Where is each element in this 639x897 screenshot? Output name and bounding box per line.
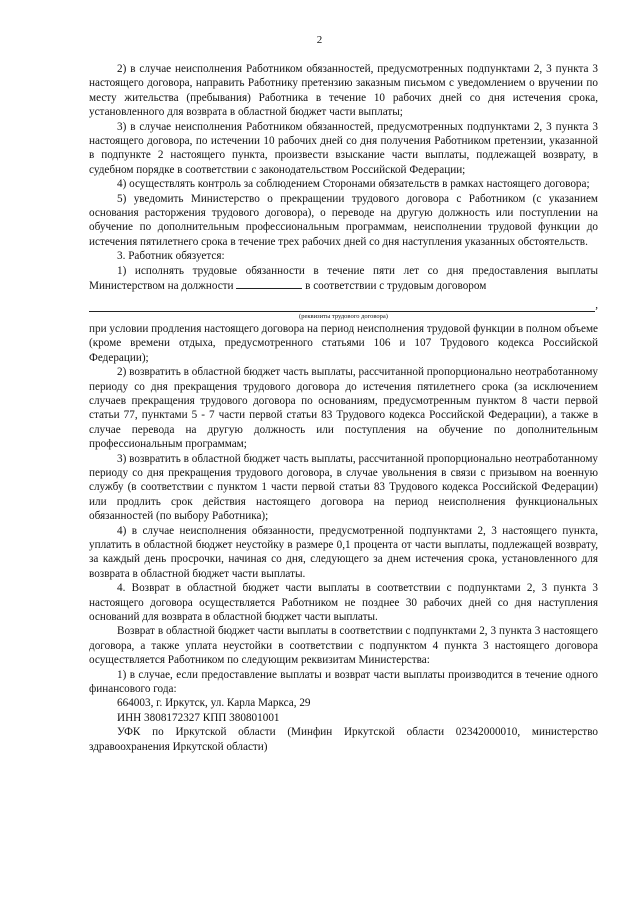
ministry-ufk: УФК по Иркутской области (Минфин Иркутской области 02342000010, министерство здравоохранения Иркутской области): [89, 726, 598, 753]
paragraph: 4. Возврат в областной бюджет части выплаты в соответствии с подпунктами 2, 3 пункта 3 настоящего договора осуществляется Работником не позднее 30 рабочих дней со дня наступления оснований для возврата в областной бюджет части выплаты.: [89, 582, 598, 624]
paragraph: 2) в случае неисполнения Работником обязанностей, предусмотренных подпунктами 2, 3 пункта 3 настоящего договора, направить Работнику претензию заказным письмом с уведомлением о вручении по месту жительства (пребывания) Работника в течение 10 рабочих дней со дня истечения срока, установленного для возврата в областной бюджет части выплаты;: [89, 63, 598, 119]
ministry-address: 664003, г. Иркутск, ул. Карла Маркса, 29: [117, 697, 311, 710]
paragraph: Возврат в областной бюджет части выплаты в соответствии с подпунктами 2, 3 пункта 3 настоящего договора, а также уплата неустойки в соответствии с подпунктом 4 пункта 3 настоящего договора осуществляется Работником по следующим реквизитам Министерства:: [89, 625, 598, 667]
ministry-inn-kpp: ИНН 3808172327 КПП 380801001: [117, 711, 280, 724]
paragraph: 1) в случае, если предоставление выплаты и возврат части выплаты производится в течение одного финансового года:: [89, 668, 598, 696]
requisites-comma: ,: [595, 298, 598, 311]
position-blank-field: [236, 278, 302, 289]
paragraph-obligation-1: [89, 264, 598, 294]
paragraph: 5) уведомить Министерство о прекращении трудового договора с Работником (с указанием основания расторжения трудового договора), о переводе на другую должность или поступлении на обучение по дополнительным профессиональным программам, неисполнении трудовой функции до истечения пятилетнего срока в течение трех рабочих дней со дня наступления указанных обстоятельств.: [89, 192, 598, 248]
requisites-caption: (реквизиты трудового договора): [299, 312, 388, 320]
document-body: [89, 62, 598, 754]
paragraph: 3) в случае неисполнения Работником обязанностей, предусмотренных подпунктами 2, 3 пункта 3 настоящего договора, по истечении 10 рабочих дней со дня получения Работником претензии, указанной в подпункте 2 настоящего пункта, произвести взыскание части выплаты, подлежащей возврату, в судебном порядке в соответствии с законодательством Российской Федерации;: [89, 120, 598, 176]
paragraph: 4) осуществлять контроль за соблюдением Сторонами обязательств в рамках настоящего договора;: [117, 178, 590, 191]
requisites-blank-field: [89, 298, 595, 312]
paragraph: 4) в случае неисполнения обязанности, предусмотренной подпунктами 2, 3 настоящего пункта, уплатить в областной бюджет неустойку в размере 0,1 процента от части выплаты, подлежащей возврату, за каждый день просрочки, начиная со дня, следующего за днем истечения срока, установленного для возврата в областной бюджет части выплаты.: [89, 524, 598, 580]
paragraph: 3) возвратить в областной бюджет часть выплаты, рассчитанной пропорционально неотработанному периоду со дня прекращения трудового договора, в случае увольнения в связи с призывом на военную службу (в соответствии с пунктом 1 части первой статьи 83 Трудового кодекса Российской Федерации) или продлить срок действия настоящего договора на период неисполнения функциональных обязанностей (по выбору Работника);: [89, 452, 598, 523]
paragraph: 2) возвратить в областной бюджет часть выплаты, рассчитанной пропорционально неотработанному периоду со дня прекращения трудового договора до истечения пятилетнего срока (за исключением случаев прекращения трудового договора по основаниям, предусмотренным пунктом 8 части первой статьи 77, пунктами 5 - 7 части первой статьи 83 Трудового кодекса Российской Федерации), а также в случае перевода на другую должность или поступления на обучение по дополнительным профессиональным программам;: [89, 366, 598, 451]
page-number: 2: [316, 34, 323, 46]
obligation-1-mid: в соответствии с трудовым договором: [305, 280, 487, 293]
paragraph: при условии продления настоящего договора на период неисполнения трудовой функции в полном объеме (кроме времени отдыха, предусмотренного статьями 106 и 107 Трудового кодекса Российской Федерации);: [89, 322, 598, 364]
section-heading: 3. Работник обязуется:: [117, 250, 225, 263]
requisites-line: [89, 298, 598, 312]
obligation-1-start: 1) исполнять трудовые обязанности в течение пяти лет со дня предоставления выплаты Министерством на должности: [89, 264, 598, 293]
